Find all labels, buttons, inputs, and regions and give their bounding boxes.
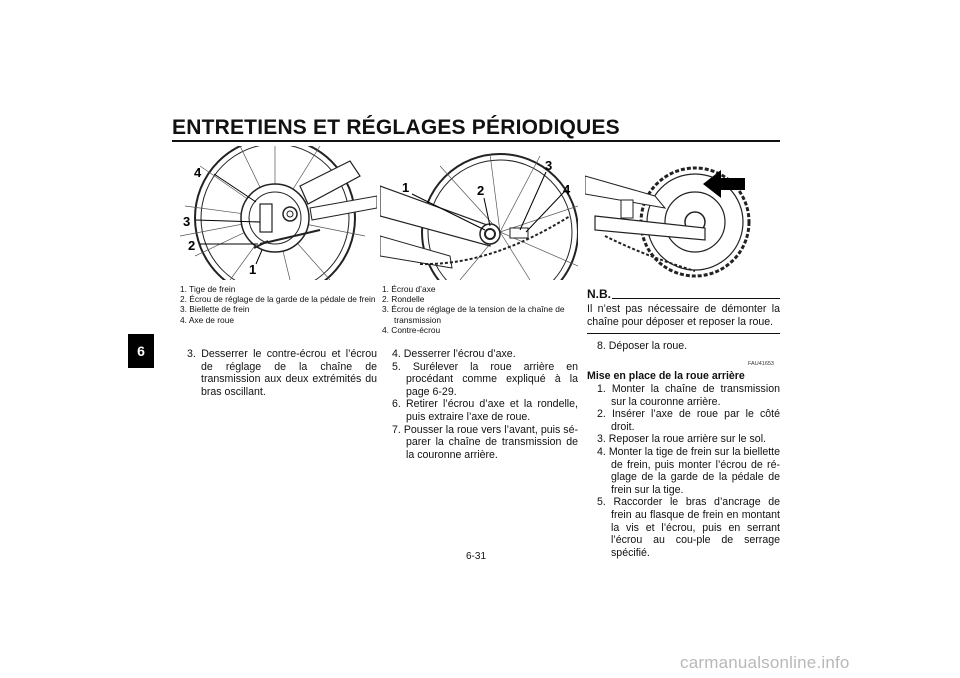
section-code: FAU41653 xyxy=(748,361,774,367)
legend-figure-2 xyxy=(382,284,578,335)
page-number: 6-31 xyxy=(466,551,487,562)
step-item: 8. Déposer la roue. xyxy=(597,340,688,352)
legend-item: 4. Contre-écrou xyxy=(382,324,441,335)
step-item: 5. Surélever la roue arrière en procédant comme expliqué à la page 6-29. xyxy=(392,360,578,398)
legend-item: 4. Axe de roue xyxy=(180,314,235,325)
figure-wheel-removal xyxy=(585,146,780,280)
step-item: 6. Retirer l’écrou d’axe et la rondelle, puis extraire l’axe de roue. xyxy=(392,398,578,423)
legend-item: 2. Rondelle xyxy=(382,294,425,305)
callout-4: 4 xyxy=(194,165,202,180)
callout-2: 2 xyxy=(477,183,485,198)
note-bottom-rule xyxy=(587,333,780,334)
column-1-steps xyxy=(187,348,377,398)
callout-1: 1 xyxy=(402,180,410,195)
legend-figure-1 xyxy=(180,284,377,325)
callout-3: 3 xyxy=(183,214,191,229)
figure-brake-assembly xyxy=(180,146,377,280)
step-item: 4. Monter la tige de frein sur la biellette de frein, puis monter l’écrou de ré-glage de la garde de la pédale de frein sur la tige. xyxy=(597,445,780,496)
callout-1: 1 xyxy=(249,262,257,277)
title-rule xyxy=(172,140,780,142)
arrow-icon xyxy=(703,170,745,198)
callout-3: 3 xyxy=(545,158,553,173)
legend-item: 3. Écrou de réglage de la tension de la chaîne de transmission xyxy=(382,304,565,325)
legend-item: 2. Écrou de réglage de la garde de la pédale de frein xyxy=(180,294,376,305)
legend-item: 3. Biellette de frein xyxy=(180,304,250,315)
figure-axle-adjuster xyxy=(380,146,578,280)
note-rule xyxy=(612,298,780,299)
column-3-steps xyxy=(597,383,780,559)
column-2-steps xyxy=(392,348,578,461)
callout-2: 2 xyxy=(188,238,196,253)
page-title: ENTRETIENS ET RÉGLAGES PÉRIODIQUES xyxy=(172,116,620,139)
column-3-step-8 xyxy=(597,340,780,353)
legend-item: 1. Écrou d’axe xyxy=(382,284,436,294)
note-heading: N.B. xyxy=(587,287,611,301)
step-item: 2. Insérer l’axe de roue par le côté droit. xyxy=(597,408,780,433)
watermark: carmanualsonline.info xyxy=(680,653,850,672)
step-item: 4. Desserrer l’écrou d’axe. xyxy=(392,348,516,360)
step-item: 3. Reposer la roue arrière sur le sol. xyxy=(597,433,766,446)
step-item: 5. Raccorder le bras d’ancrage de frein au flasque de frein en montant la vis et l’écrou, puis en serrant l’écrou au cou-ple de serrage spécifié. xyxy=(597,496,780,559)
step-item: 1. Monter la chaîne de transmission sur la couronne arrière. xyxy=(597,383,780,408)
note-text: Il n’est pas nécessaire de démonter la chaîne pour déposer et reposer la roue. xyxy=(587,303,780,328)
chapter-tab: 6 xyxy=(128,334,154,368)
step-item: 3. Desserrer le contre-écrou et l’écrou de réglage de la chaîne de transmission aux deux extrémités du bras oscillant. xyxy=(187,348,377,398)
section-heading: Mise en place de la roue arrière xyxy=(587,370,745,382)
step-item: 7. Pousser la roue vers l’avant, puis sé-parer la chaîne de transmission de la couronne arrière. xyxy=(392,423,578,461)
callout-4: 4 xyxy=(563,182,571,197)
legend-item: 1. Tige de frein xyxy=(180,284,236,294)
